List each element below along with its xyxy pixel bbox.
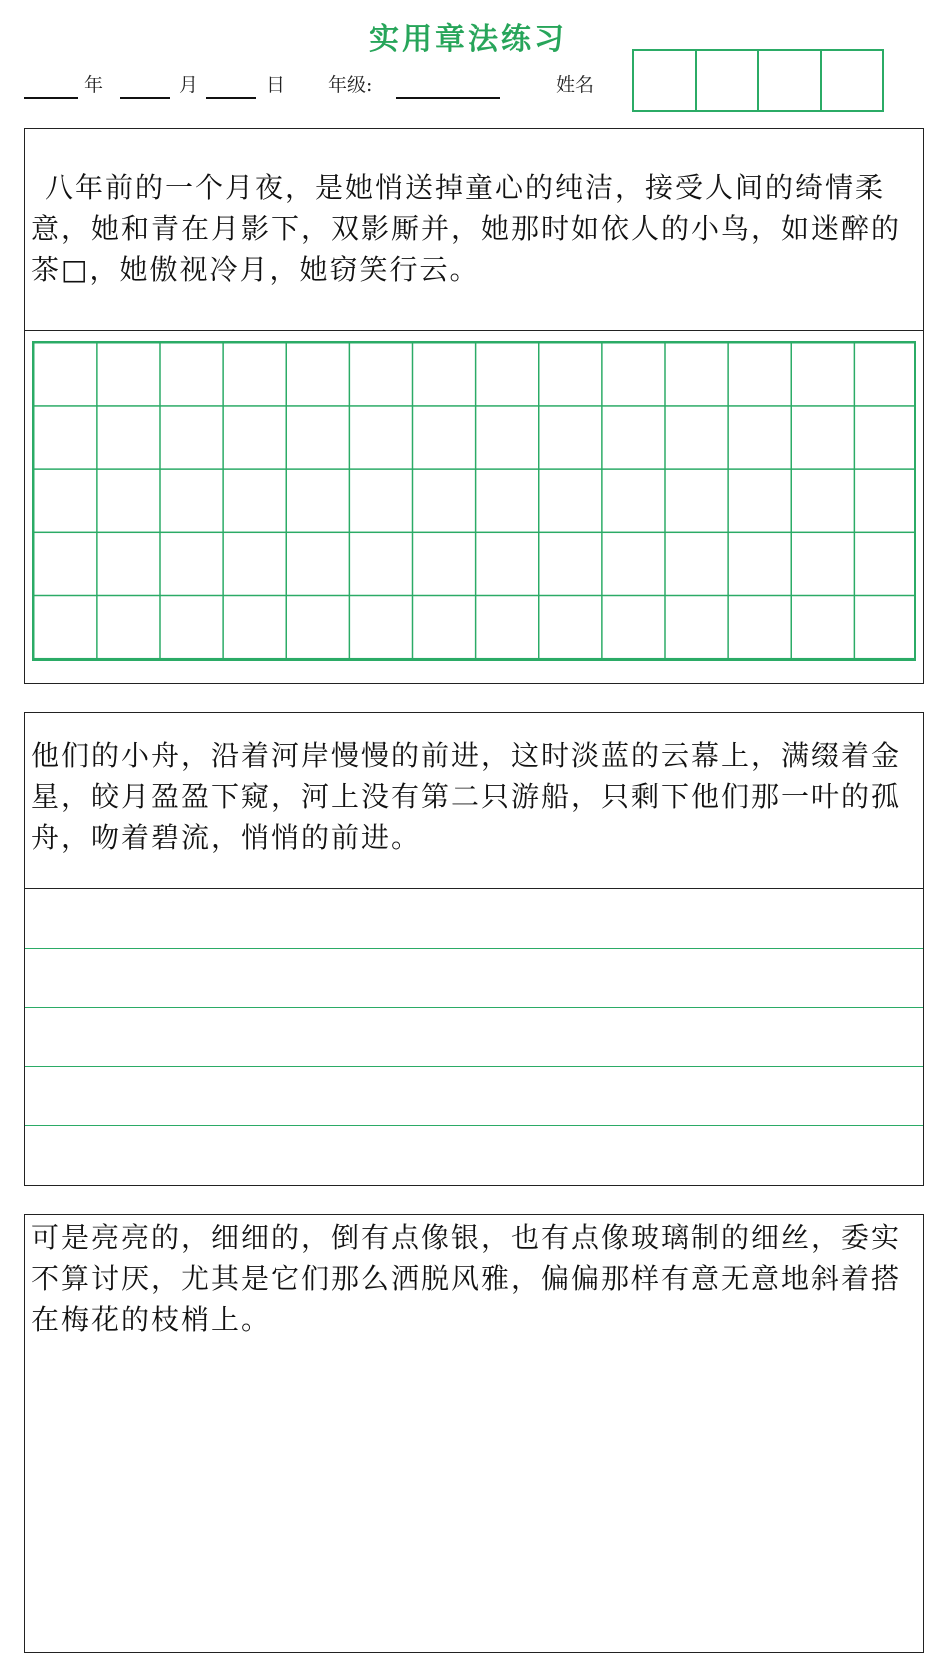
- passage-text: 可是亮亮的，细细的，倒有点像银，也有点像玻璃制的细丝，委实不算讨厌，尤其是它们那么洒脱风雅，偏偏那样有意无意地斜着搭在梅花的枝梢上。: [31, 1221, 902, 1336]
- month-field[interactable]: [120, 97, 170, 99]
- section-divider: [25, 330, 923, 331]
- ruled-line: [25, 948, 923, 949]
- name-label: 姓名: [556, 74, 595, 96]
- name-boxes: [632, 49, 884, 112]
- passage-text: 他们的小舟，沿着河岸慢慢的前进，这时淡蓝的云幕上，满缀着金星，皎月盈盈下窥，河上没有第二只游船，只剩下他们那一叶的孤舟，吻着碧流，悄悄的前进。: [31, 739, 902, 854]
- passage-text: 八年前的一个月夜，是她悄送掉童心的纯洁，接受人间的绮情柔意，她和青在月影下，双影厮并，她那时如依人的小鸟，如迷醉的茶□，她傲视冷月，她窃笑行云。: [31, 171, 902, 286]
- ruled-line: [25, 1066, 923, 1067]
- page-title: 实用章法练习: [369, 22, 567, 57]
- name-box[interactable]: [820, 51, 883, 110]
- practice-section-free[interactable]: [24, 1214, 924, 1653]
- year-field[interactable]: [24, 97, 78, 99]
- month-label: 月: [179, 74, 199, 96]
- day-field[interactable]: [206, 97, 256, 99]
- day-label: 日: [266, 74, 286, 96]
- year-label: 年: [84, 74, 104, 96]
- name-box[interactable]: [757, 51, 820, 110]
- writing-lines[interactable]: [25, 890, 923, 1185]
- name-box[interactable]: [695, 51, 758, 110]
- practice-section-lines: [24, 712, 924, 1186]
- ruled-line: [25, 1125, 923, 1126]
- writing-grid[interactable]: [32, 341, 916, 661]
- name-box[interactable]: [634, 51, 695, 110]
- section-divider: [25, 888, 923, 889]
- grade-label: 年级:: [328, 74, 373, 96]
- ruled-line: [25, 1007, 923, 1008]
- grade-field[interactable]: [396, 97, 500, 99]
- practice-section-grid: [24, 128, 924, 684]
